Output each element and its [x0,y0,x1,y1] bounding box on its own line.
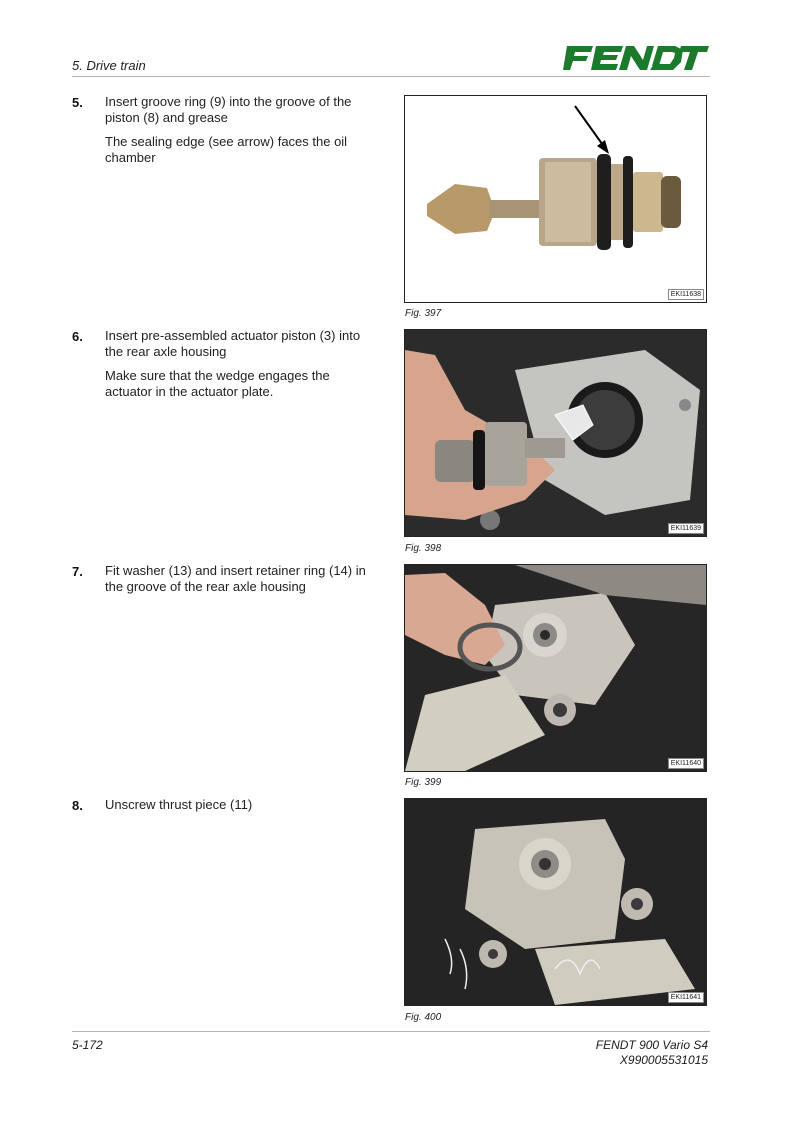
figure-caption: Fig. 399 [405,777,442,788]
step-paragraph: Insert pre-assembled actuator piston (3) into the rear axle housing [105,328,361,359]
step-number: 7. [72,564,83,579]
step-instructions [105,797,380,821]
figure-caption: Fig. 397 [405,308,442,319]
step-paragraph: The sealing edge (see arrow) faces the oil chamber [105,134,348,165]
figure-caption: Fig. 398 [405,543,442,554]
step-paragraph: Unscrew thrust piece (11) [105,797,253,812]
header-rule [72,76,710,77]
piston-illustration [405,96,706,302]
figure-code: EKI11641 [668,992,704,1003]
figure-code: EKI11638 [668,289,704,300]
step-number: 8. [72,798,83,813]
step-paragraph: Make sure that the wedge engages the actuator in the actuator plate. [105,368,330,399]
footer-rule [72,1031,710,1032]
page-number: 5-172 [72,1038,103,1052]
housing-photo-illustration [405,799,706,1005]
step-instructions [105,563,380,603]
footer-model-info [596,1038,708,1068]
step-paragraph: Insert groove ring (9) into the groove of the piston (8) and grease [105,94,352,125]
step-instructions [105,328,380,408]
housing-photo-illustration [405,330,706,536]
step-instructions [105,94,380,174]
housing-photo-illustration [405,565,706,771]
model-name: FENDT 900 Vario S4 [595,1038,708,1052]
figure-piston-groove-ring [404,95,707,303]
section-title: 5. Drive train [72,58,146,73]
fendt-logo [563,44,709,72]
figure-code: EKI11640 [668,758,704,769]
figure-fit-washer-retainer [404,564,707,772]
figure-insert-actuator-piston [404,329,707,537]
step-number: 6. [72,329,83,344]
figure-code: EKI11639 [668,523,704,534]
figure-caption: Fig. 400 [405,1012,442,1023]
step-number: 5. [72,95,83,110]
document-number: X990005531015 [619,1053,708,1067]
figure-unscrew-thrust-piece [404,798,707,1006]
step-paragraph: Fit washer (13) and insert retainer ring (14) in the groove of the rear axle housing [105,563,366,594]
